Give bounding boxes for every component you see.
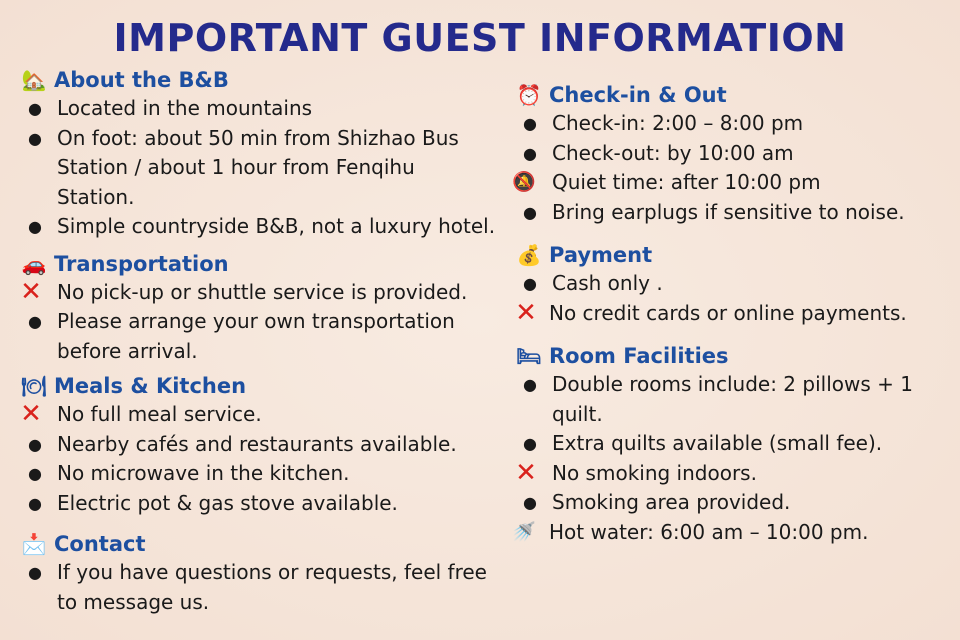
item-text: Extra quilts available (small fee). (552, 431, 883, 455)
item-text: No smoking indoors. (552, 460, 757, 485)
heading-text: Contact (54, 532, 146, 556)
section-heading (515, 241, 955, 269)
section-payment (515, 241, 955, 328)
section-heading (20, 250, 510, 278)
item-list (20, 278, 510, 367)
list-item (512, 168, 955, 198)
list-item (515, 459, 955, 489)
heading-text: Meals & Kitchen (54, 374, 247, 398)
list-item (515, 299, 955, 329)
section-contact (20, 530, 510, 617)
bullet-icon: ● (28, 312, 42, 331)
envelope-icon: 📩 (21, 532, 47, 556)
heading-text: About the B&B (54, 68, 229, 92)
shower-icon: 🚿 (512, 520, 536, 543)
item-list (20, 94, 510, 242)
bullet-icon: ● (28, 464, 42, 483)
item-text: If you have questions or requests, feel free to message us. (57, 560, 487, 614)
house-icon: 🏡 (21, 68, 47, 92)
list-item (515, 488, 955, 518)
alarm-clock-icon: ⏰ (516, 83, 542, 107)
bullet-icon: ● (523, 202, 537, 222)
item-list (512, 370, 955, 547)
list-item (20, 558, 510, 617)
item-text: No credit cards or online payments. (549, 300, 907, 325)
bullet-icon: ● (28, 99, 42, 118)
plate-icon: 🍽 (21, 374, 47, 398)
list-item (20, 94, 510, 124)
item-text: Check-in: 2:00 – 8:00 pm (552, 111, 804, 135)
section-heading (20, 372, 510, 400)
cross-icon: ✕ (515, 457, 537, 488)
list-item (20, 430, 510, 460)
cross-icon: ✕ (20, 399, 42, 429)
item-text: Simple countryside B&B, not a luxury hotel. (57, 214, 496, 238)
cross-icon: ✕ (20, 276, 42, 307)
bullet-icon: ● (523, 274, 537, 293)
section-heading (515, 81, 955, 109)
item-text: Check-out: by 10:00 am (552, 140, 794, 165)
money-bag-icon: 💰 (516, 243, 542, 267)
bed-icon: 🛏 (516, 344, 542, 368)
section-room-facilities (512, 342, 955, 547)
section-meals (20, 372, 510, 518)
section-heading (20, 66, 510, 94)
list-item (515, 139, 955, 169)
item-text: On foot: about 50 min from Shizhao Bus Station / about 1 hour from Fenqihu Station. (57, 125, 459, 209)
item-list (20, 558, 510, 617)
list-item (20, 307, 510, 366)
left-column (20, 66, 510, 617)
list-item (515, 269, 955, 299)
item-text: Electric pot & gas stove available. (57, 490, 398, 515)
item-text: Please arrange your own transportation before arrival. (57, 309, 455, 363)
list-item (515, 109, 955, 139)
heading-text: Transportation (54, 251, 229, 276)
bullet-icon: ● (28, 493, 42, 513)
item-list (20, 400, 510, 518)
bullet-icon: ● (28, 128, 42, 148)
list-item (20, 489, 510, 519)
item-text: No pick-up or shuttle service is provided. (57, 279, 468, 304)
bullet-icon: ● (523, 434, 537, 453)
list-item (20, 400, 510, 430)
item-text: Quiet time: after 10:00 pm (552, 170, 821, 194)
section-about (20, 66, 510, 242)
bullet-icon: ● (523, 143, 537, 163)
bell-off-icon: 🔕 (512, 171, 536, 193)
list-item (515, 429, 955, 459)
item-text: Nearby cafés and restaurants available. (57, 431, 457, 456)
item-text: Bring earplugs if sensitive to noise. (552, 199, 905, 224)
bullet-icon: ● (28, 563, 42, 582)
item-list (512, 109, 955, 227)
bullet-icon: ● (28, 217, 42, 236)
car-icon: 🚗 (21, 251, 47, 276)
list-item (20, 459, 510, 489)
item-text: Hot water: 6:00 am – 10:00 pm. (549, 519, 869, 544)
list-item (20, 278, 510, 308)
section-heading (20, 530, 510, 558)
bullet-icon: ● (523, 493, 537, 512)
page-title: IMPORTANT GUEST INFORMATION (113, 16, 847, 60)
bullet-icon: ● (28, 434, 42, 454)
cross-icon: ✕ (515, 297, 537, 328)
section-heading (515, 342, 955, 370)
section-transportation (20, 250, 510, 367)
heading-text: Check-in & Out (549, 83, 727, 107)
bullet-icon: ● (523, 375, 537, 394)
item-text: Located in the mountains (57, 96, 313, 120)
heading-text: Payment (549, 243, 653, 267)
list-item (20, 212, 510, 242)
list-item (515, 198, 955, 228)
list-item (512, 518, 955, 548)
item-text: Smoking area provided. (552, 490, 791, 514)
list-item (20, 124, 510, 213)
section-check-in-out (512, 81, 955, 227)
item-text: No microwave in the kitchen. (57, 461, 350, 485)
list-item (515, 370, 955, 429)
item-text: No full meal service. (57, 402, 262, 426)
heading-text: Room Facilities (549, 344, 729, 368)
item-text: Double rooms include: 2 pillows + 1 quilt. (552, 372, 913, 426)
item-text: Cash only . (552, 271, 663, 295)
right-column (512, 81, 955, 547)
bullet-icon: ● (523, 114, 537, 133)
item-list (515, 269, 955, 328)
